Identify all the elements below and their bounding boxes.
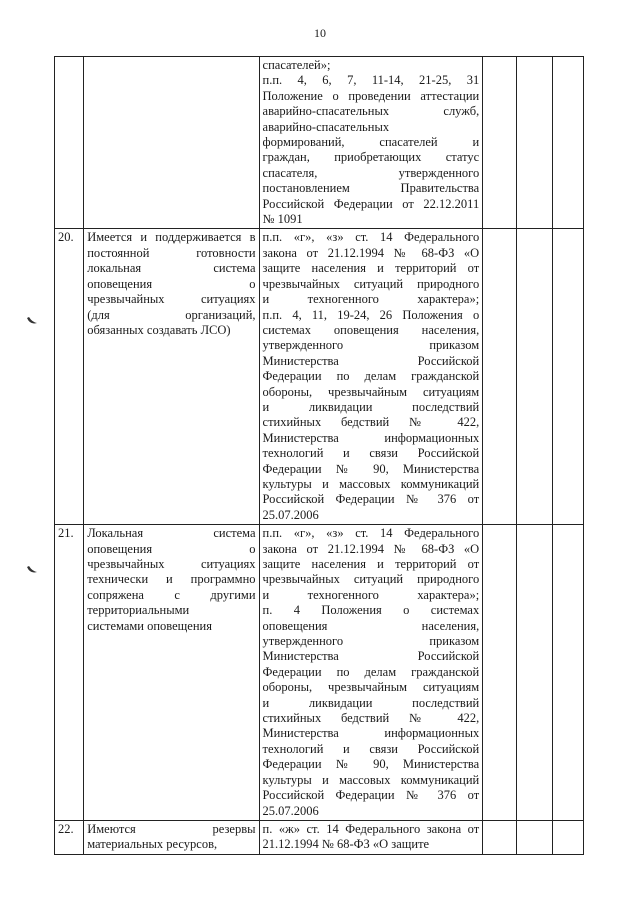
requirement-line: территориальными — [87, 603, 190, 618]
requirements-table — [54, 56, 584, 855]
legal-basis-line: Министерства информационных — [262, 430, 480, 445]
legal-basis-line: культуры и массовых коммуникаций — [262, 772, 480, 787]
legal-basis-line: стихийных бедствий № 422, — [262, 415, 480, 430]
legal-basis-cell — [259, 820, 483, 854]
legal-basis-line: п. 4 Положения о системах — [262, 603, 480, 618]
answer-cell[interactable] — [552, 820, 583, 854]
requirement-line: системами оповещения — [87, 618, 212, 633]
table-row — [55, 229, 584, 525]
requirement-line: материальных ресурсов, — [87, 837, 218, 852]
legal-basis-line: защите населения и территорий от — [262, 557, 480, 571]
row-number: 22. — [55, 820, 84, 854]
legal-basis-line: чрезвычайных ситуаций природного — [262, 276, 480, 291]
legal-basis-line: чрезвычайных ситуаций природного — [262, 572, 480, 587]
legal-basis-line: стихийных бедствий № 422, — [262, 711, 480, 726]
legal-basis-line: аварийно-спасательных — [262, 119, 390, 134]
requirement-cell — [84, 57, 259, 229]
legal-basis-line: п.п. «г», «з» ст. 14 Федерального — [262, 230, 480, 245]
answer-cell[interactable] — [483, 820, 517, 854]
legal-basis-line: защите населения и территорий от — [262, 261, 480, 276]
requirement-line: обязанных создавать ЛСО) — [87, 322, 231, 337]
row-number: 20. — [55, 229, 84, 525]
table-row — [55, 525, 584, 821]
legal-basis-line: технологий и связи Российской — [262, 446, 480, 461]
legal-basis-line: Положение о проведении аттестации — [262, 88, 480, 103]
row-number — [55, 57, 84, 229]
legal-basis-line: Российской Федерации № 376 от — [262, 492, 480, 507]
legal-basis-line: спасателей»; — [262, 58, 331, 72]
requirement-line: оповещения о — [87, 541, 256, 556]
requirement-line: сопряжена с другими — [87, 587, 256, 602]
requirement-line: Локальная система — [87, 526, 256, 541]
table-body — [55, 57, 584, 855]
legal-basis-line: п. «ж» ст. 14 Федерального закона от — [262, 821, 480, 836]
legal-basis-line: п.п. «г», «з» ст. 14 Федерального — [262, 526, 480, 541]
legal-basis-line: обороны, чрезвычайным ситуациям — [262, 384, 480, 399]
answer-cell[interactable] — [552, 57, 583, 229]
requirement-line: Имеется и поддерживается в — [87, 230, 256, 245]
answer-cell[interactable] — [483, 229, 517, 525]
answer-cell[interactable] — [517, 57, 552, 229]
row-number: 21. — [55, 525, 84, 821]
punch-hole-mark — [26, 316, 38, 326]
legal-basis-line: п.п. 4, 11, 19-24, 26 Положения о — [262, 307, 480, 322]
legal-basis-line: 25.07.2006 — [262, 507, 319, 522]
legal-basis-line: Российской Федерации от 22.12.2011 — [262, 196, 480, 211]
requirement-line: чрезвычайных ситуациях — [87, 292, 256, 307]
table-row — [55, 57, 584, 229]
legal-basis-line: постановлением Правительства — [262, 181, 480, 196]
legal-basis-line: культуры и массовых коммуникаций — [262, 476, 480, 491]
legal-basis-line: Федерации по делам гражданской — [262, 369, 480, 384]
legal-basis-cell — [259, 57, 483, 229]
legal-basis-line: технологий и связи Российской — [262, 741, 480, 756]
answer-cell[interactable] — [483, 57, 517, 229]
legal-basis-line: граждан, приобретающих статус — [262, 150, 480, 165]
legal-basis-line: и ликвидации последствий — [262, 399, 480, 414]
legal-basis-line: Министерства Российской — [262, 353, 480, 368]
requirement-line: (для организаций, — [87, 307, 256, 322]
legal-basis-line: утвержденного приказом — [262, 338, 480, 353]
requirement-cell — [84, 820, 259, 854]
punch-hole-mark — [26, 565, 38, 575]
requirement-line: Имеются резервы — [87, 821, 256, 836]
legal-basis-line: оповещения населения, — [262, 618, 480, 633]
legal-basis-line: и техногенного характера»; — [262, 292, 480, 307]
legal-basis-cell — [259, 229, 483, 525]
legal-basis-line: обороны, чрезвычайным ситуациям — [262, 680, 480, 695]
legal-basis-cell — [259, 525, 483, 821]
legal-basis-line: Российской Федерации № 376 от — [262, 788, 480, 803]
requirement-cell — [84, 229, 259, 525]
answer-cell[interactable] — [517, 525, 552, 821]
legal-basis-line: Федерации № 90, Министерства — [262, 461, 480, 476]
requirement-line: постоянной готовности — [87, 245, 256, 260]
answer-cell[interactable] — [517, 229, 552, 525]
legal-basis-line: № 1091 — [262, 212, 303, 227]
requirement-cell — [84, 525, 259, 821]
answer-cell[interactable] — [552, 525, 583, 821]
legal-basis-line: закона от 21.12.1994 № 68-ФЗ «О — [262, 245, 480, 260]
requirement-line: технически и программно — [87, 572, 256, 587]
requirement-line: чрезвычайных ситуациях — [87, 557, 256, 571]
requirement-line: локальная система — [87, 261, 256, 276]
legal-basis-line: Министерства Российской — [262, 649, 480, 664]
legal-basis-line: формирований, спасателей и — [262, 135, 480, 150]
legal-basis-line: и ликвидации последствий — [262, 695, 480, 710]
legal-basis-line: и техногенного характера»; — [262, 587, 480, 602]
legal-basis-line: Федерации № 90, Министерства — [262, 757, 480, 772]
legal-basis-line: системах оповещения населения, — [262, 322, 480, 337]
answer-cell[interactable] — [517, 820, 552, 854]
legal-basis-line: 25.07.2006 — [262, 803, 319, 818]
legal-basis-line: спасателя, утвержденного — [262, 165, 480, 180]
legal-basis-line: закона от 21.12.1994 № 68-ФЗ «О — [262, 541, 480, 556]
page-number: 10 — [314, 26, 326, 40]
legal-basis-line: п.п. 4, 6, 7, 11-14, 21-25, 31 — [262, 73, 480, 88]
legal-basis-line: Министерства информационных — [262, 726, 480, 741]
legal-basis-line: утвержденного приказом — [262, 634, 480, 649]
legal-basis-line: аварийно-спасательных служб, — [262, 104, 480, 119]
legal-basis-line: Федерации по делам гражданской — [262, 664, 480, 679]
answer-cell[interactable] — [483, 525, 517, 821]
table-row — [55, 820, 584, 854]
requirement-line: оповещения о — [87, 276, 256, 291]
legal-basis-line: 21.12.1994 № 68-ФЗ «О защите — [262, 837, 430, 852]
answer-cell[interactable] — [552, 229, 583, 525]
